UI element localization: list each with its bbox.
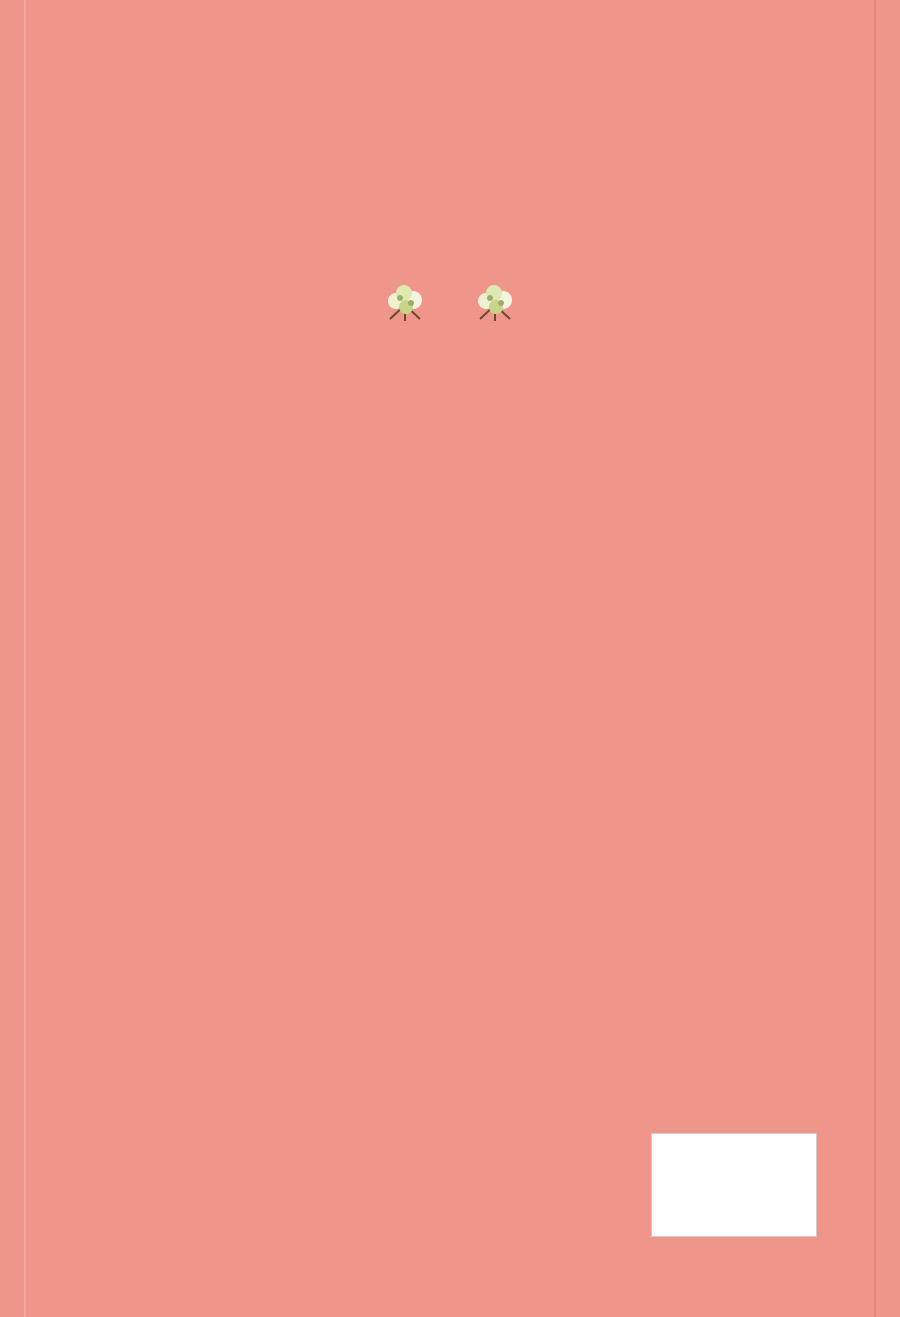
rule-title (0, 480, 900, 507)
rule-1 (0, 340, 900, 410)
top-pattern-border (30, 96, 870, 138)
rule-4 (0, 550, 900, 620)
rule-title (0, 760, 900, 787)
rule-title (0, 830, 900, 857)
rule-7 (0, 760, 900, 830)
flower-right-icon (472, 283, 518, 323)
rule-title (0, 410, 900, 437)
rule-title (0, 900, 900, 927)
rule-title (0, 970, 900, 997)
rule-3 (0, 480, 900, 550)
barcode-addon-icon (758, 1174, 808, 1206)
flower-left-icon (382, 283, 428, 323)
rule-title (0, 340, 900, 367)
rule-2 (0, 410, 900, 480)
subtitle-row (0, 283, 900, 323)
rule-9 (0, 900, 900, 970)
barcode-label (651, 1133, 817, 1237)
rule-10 (0, 970, 900, 1040)
rule-5 (0, 620, 900, 690)
rules-list (0, 340, 900, 1040)
barcode-icon (666, 1154, 756, 1206)
rule-title (0, 620, 900, 647)
top-pattern-svg (30, 96, 870, 138)
rule-6 (0, 690, 900, 760)
rule-8 (0, 830, 900, 900)
rule-title (0, 690, 900, 717)
rule-title (0, 550, 900, 577)
